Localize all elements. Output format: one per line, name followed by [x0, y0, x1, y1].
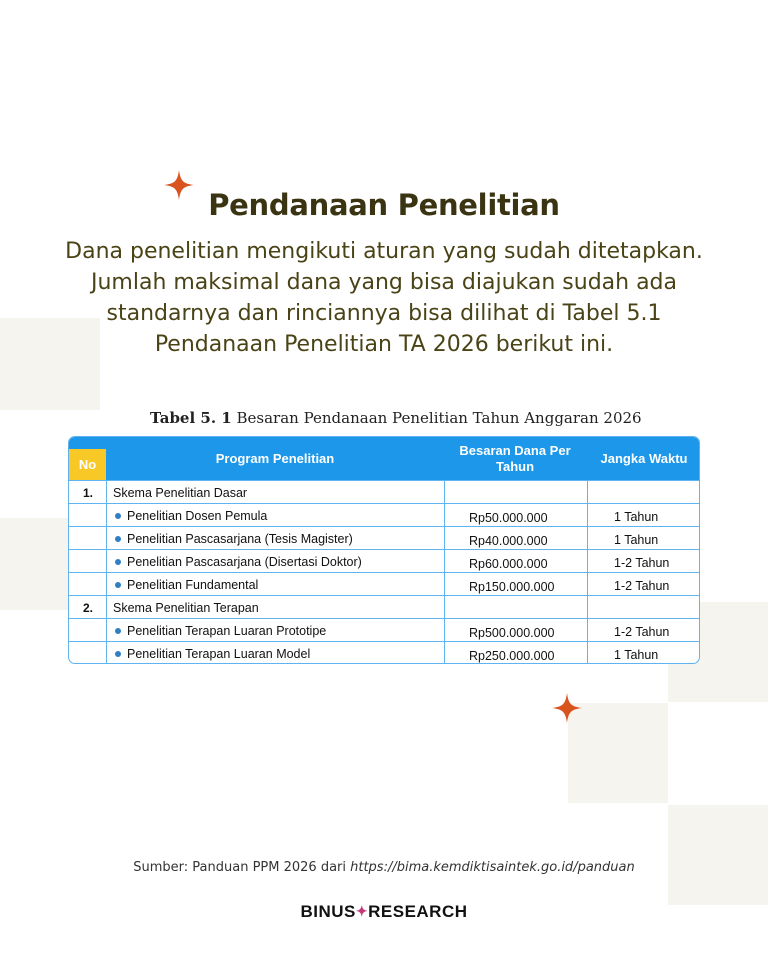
row-program: Skema Penelitian Dasar	[113, 486, 248, 500]
row-amount: Rp50.000.000	[469, 511, 548, 525]
bg-block	[668, 805, 768, 905]
bullet-dot-icon	[115, 559, 121, 565]
row-program: Penelitian Terapan Luaran Prototipe	[115, 624, 326, 638]
header-duration: Jangka Waktu	[600, 450, 688, 466]
row-duration: 1-2 Tahun	[614, 625, 670, 639]
row-amount: Rp150.000.000	[469, 580, 555, 594]
funding-table	[68, 436, 700, 664]
source-prefix: Sumber: Panduan PPM 2026 dari	[133, 860, 351, 875]
row-no: 2.	[83, 601, 94, 615]
row-program: Penelitian Fundamental	[115, 578, 258, 592]
table-row	[69, 573, 699, 595]
header-no: No	[69, 449, 106, 480]
page-title: Pendanaan Penelitian	[208, 188, 560, 222]
row-duration: 1 Tahun	[614, 648, 659, 662]
row-program: Skema Penelitian Terapan	[113, 601, 259, 615]
caption-label: Tabel 5. 1	[150, 409, 232, 427]
bullet-dot-icon	[115, 582, 121, 588]
row-duration: 1 Tahun	[614, 510, 659, 524]
table-row	[69, 619, 699, 641]
caption-text: Besaran Pendanaan Penelitian Tahun Anggaran 2026	[236, 409, 642, 427]
table-row	[69, 527, 699, 549]
row-program: Penelitian Terapan Luaran Model	[115, 647, 310, 661]
table-caption	[150, 409, 642, 427]
row-amount: Rp250.000.000	[469, 649, 555, 663]
binus-research-logo	[0, 902, 768, 922]
row-no: 1.	[83, 486, 94, 500]
row-amount: Rp500.000.000	[469, 626, 555, 640]
table-row	[69, 550, 699, 572]
bullet-dot-icon	[115, 536, 121, 542]
table-row	[69, 642, 699, 664]
row-amount: Rp60.000.000	[469, 557, 548, 571]
row-duration: 1 Tahun	[614, 533, 659, 547]
row-program: Penelitian Dosen Pemula	[115, 509, 267, 523]
source-url: https://bima.kemdiktisaintek.go.id/panduan	[350, 860, 635, 875]
bullet-dot-icon	[115, 628, 121, 634]
row-duration: 1-2 Tahun	[614, 556, 670, 570]
logo-right: RESEARCH	[368, 902, 468, 921]
row-amount: Rp40.000.000	[469, 534, 548, 548]
table-row	[69, 504, 699, 526]
row-duration: 1-2 Tahun	[614, 579, 670, 593]
logo-spark-icon: ✦	[355, 903, 369, 919]
row-program: Penelitian Pascasarjana (Tesis Magister)	[115, 532, 353, 546]
star-icon	[552, 693, 582, 723]
logo-left: BINUS	[300, 902, 356, 921]
table-row	[69, 596, 699, 618]
header-program: Program Penelitian	[215, 450, 335, 466]
bullet-dot-icon	[115, 513, 121, 519]
bullet-dot-icon	[115, 651, 121, 657]
row-program: Penelitian Pascasarjana (Disertasi Doktor)	[115, 555, 362, 569]
bg-block	[0, 518, 72, 610]
table-row	[69, 481, 699, 503]
bg-block	[568, 703, 668, 803]
source-note	[0, 860, 768, 875]
header-amount: Besaran Dana Per Tahun	[459, 442, 571, 474]
intro-paragraph: Dana penelitian mengikuti aturan yang sudah ditetapkan. Jumlah maksimal dana yang bisa diajukan sudah ada standarnya dan rinciannya bisa dilihat di Tabel 5.1 Pendanaan Penelitian TA 2026 berikut ini.	[65, 239, 703, 357]
